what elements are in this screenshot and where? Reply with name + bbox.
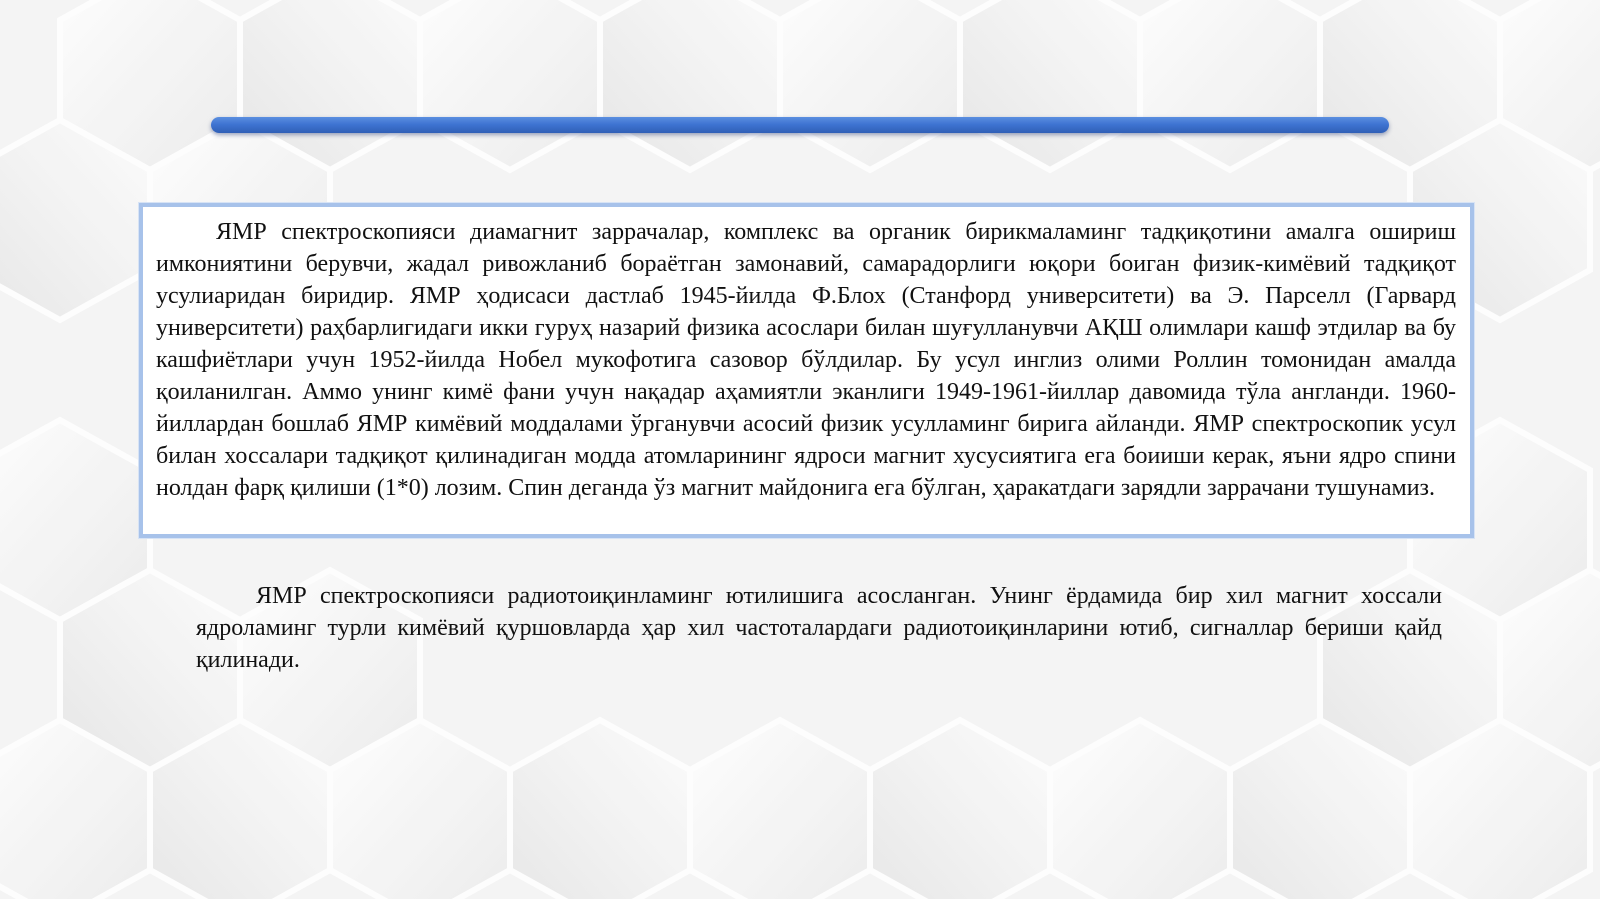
title-bar: [211, 117, 1389, 133]
second-paragraph-block: [196, 580, 1442, 676]
text-box: [139, 203, 1474, 538]
paragraph-2: ЯМР спектроскопияси радиотоиқинламинг ютилишига асосланган. Унинг ёрдамида бир хил магнит хоссали ядроламинг турли кимёвий қуршовларда ҳар хил частоталардаги радиотоиқинларини ютиб, сигналлар бериши қайд қилинади.: [196, 583, 1442, 673]
paragraph-1: ЯМР спектроскопияси диамагнит заррачалар, комплекс ва органик бирикмаламинг тадқиқотини амалга ошириш имкониятини берувчи, жадал ривожланиб бораётган замонавий, самарадорлиги юқори боиган физик-кимёвий тадқиқот усулиаридан биридир. ЯМР ҳодисаси дастлаб 1945-йилда Ф.Блох (Станфорд университети) ва Э. Парселл (Гарвард университети) раҳбарлигидаги икки гуруҳ назарий физика асослари билан шуғулланувчи АҚШ олимлари кашф этдилар ва бу кашфиётлари учун 1952-йилда Нобел мукофотига сазовор бўлдилар. Бу усул инглиз олими Роллин томонидан амалда қоиланилган. Аммо унинг кимё фани учун нақадар аҳамиятли эканлиги 1949-1961-йиллар давомида тўла англанди. 1960-йиллардан бошлаб ЯМР кимёвий моддалами ўрганувчи асосий физик усулламинг бирига айланди. ЯМР спектроскопик усул билан хоссалари тадқиқот қилинадиган модда атомларининг ядроси магнит хусусиятига ега боииши керак, яъни ядро спини нолдан фарқ қилиши (1*0) лозим. Спин деганда ўз магнит майдонига ега бўлган, ҳаракатдаги зарядли заррачани тушунамиз.: [156, 219, 1456, 501]
